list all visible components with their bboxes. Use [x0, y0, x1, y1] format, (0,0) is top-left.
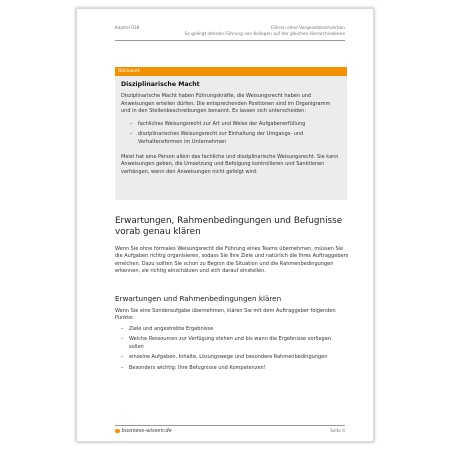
footer-divider — [115, 425, 345, 426]
header-divider — [115, 40, 345, 41]
section-paragraph: Wenn Sie ohne formales Weisungsrecht die Führung eines Teams übernehmen, müssen Sie die Aufgaben richtig organisieren, sodass Sie Ihre Ziele und natürlich die Ihres Auftraggebers erreichen. Dazu sollten Sie schon zu Beginn die Situation und die Rahmenbedingungen erkennen, sie richtig einschätzen und sich darauf einstellen. — [115, 246, 349, 274]
header-title: Führen ohne Vorgesetztenfunktion — [270, 26, 345, 31]
list-item: – Welche Ressourcen zur Verfügung stehen und bis wann die Ergebnisse vorliegen sollen — [121, 336, 346, 351]
section-heading: Erwartungen, Rahmenbedingungen und Befugnisse vorab genau klären — [115, 216, 343, 237]
list-item: – einzelne Aufgaben, Inhalte, Lösungswege und besondere Rahmenbedingungen — [121, 354, 346, 361]
list-item: – fachliches Weisungsrecht zur Art und Weise der Aufgabenerfüllung — [130, 121, 341, 128]
list-item: – Besonders wichtig: Ihre Befugnisse und Kompetenzen! — [121, 365, 346, 372]
subsection-heading: Erwartungen und Rahmenbedingungen klären — [115, 294, 282, 303]
header-titles — [185, 26, 345, 38]
list-item: – disziplinarisches Weisungsrecht zur Einhaltung der Umgangs- und Verhaltensformen im Unternehmen — [130, 131, 341, 146]
keyword-box-list — [121, 121, 341, 146]
header-subtitle: So gelingt laterale Führung von Kollegen auf der gleichen Hierarchieebene — [184, 32, 345, 38]
chapter-label: Kapitel 038 — [115, 26, 140, 31]
logo-text: business-wissen.de — [121, 428, 172, 434]
document-page — [76, 8, 374, 442]
keyword-box — [115, 76, 347, 200]
list-item: – Ziele und angestrebte Ergebnisse — [121, 326, 346, 333]
keyword-box-title: Disziplinarische Macht — [121, 81, 200, 88]
keyword-box-intro: Disziplinarische Macht haben Führungskräfte, die Weisungsrecht haben und Anweisungen erteilen dürfen. Die entsprechenden Positionen sind im Organigramm und in den Stellenbeschreibungen benannt. Es lassen sich unterscheiden: — [121, 93, 331, 114]
subsection-list — [121, 326, 346, 375]
page-number: Seite 4 — [330, 429, 345, 434]
keyword-box-outro: Meist hat eine Person allein das fachliche und disziplinarische Weisungsrecht. Sie kann Anweisungen geben, die Umsetzung und Befolgung kontrollieren und Sanktionen verhängen, wenn den Anweisungen nicht gefolgt wird. — [121, 154, 339, 175]
subsection-intro: Wenn Sie eine Sonderaufgabe übernehmen, klären Sie mit dem Auftraggeber folgenden Punkte: — [115, 308, 336, 322]
footer-logo — [115, 428, 172, 434]
logo-dot-icon — [115, 429, 120, 434]
keyword-box-label: Stichwort — [115, 67, 347, 76]
